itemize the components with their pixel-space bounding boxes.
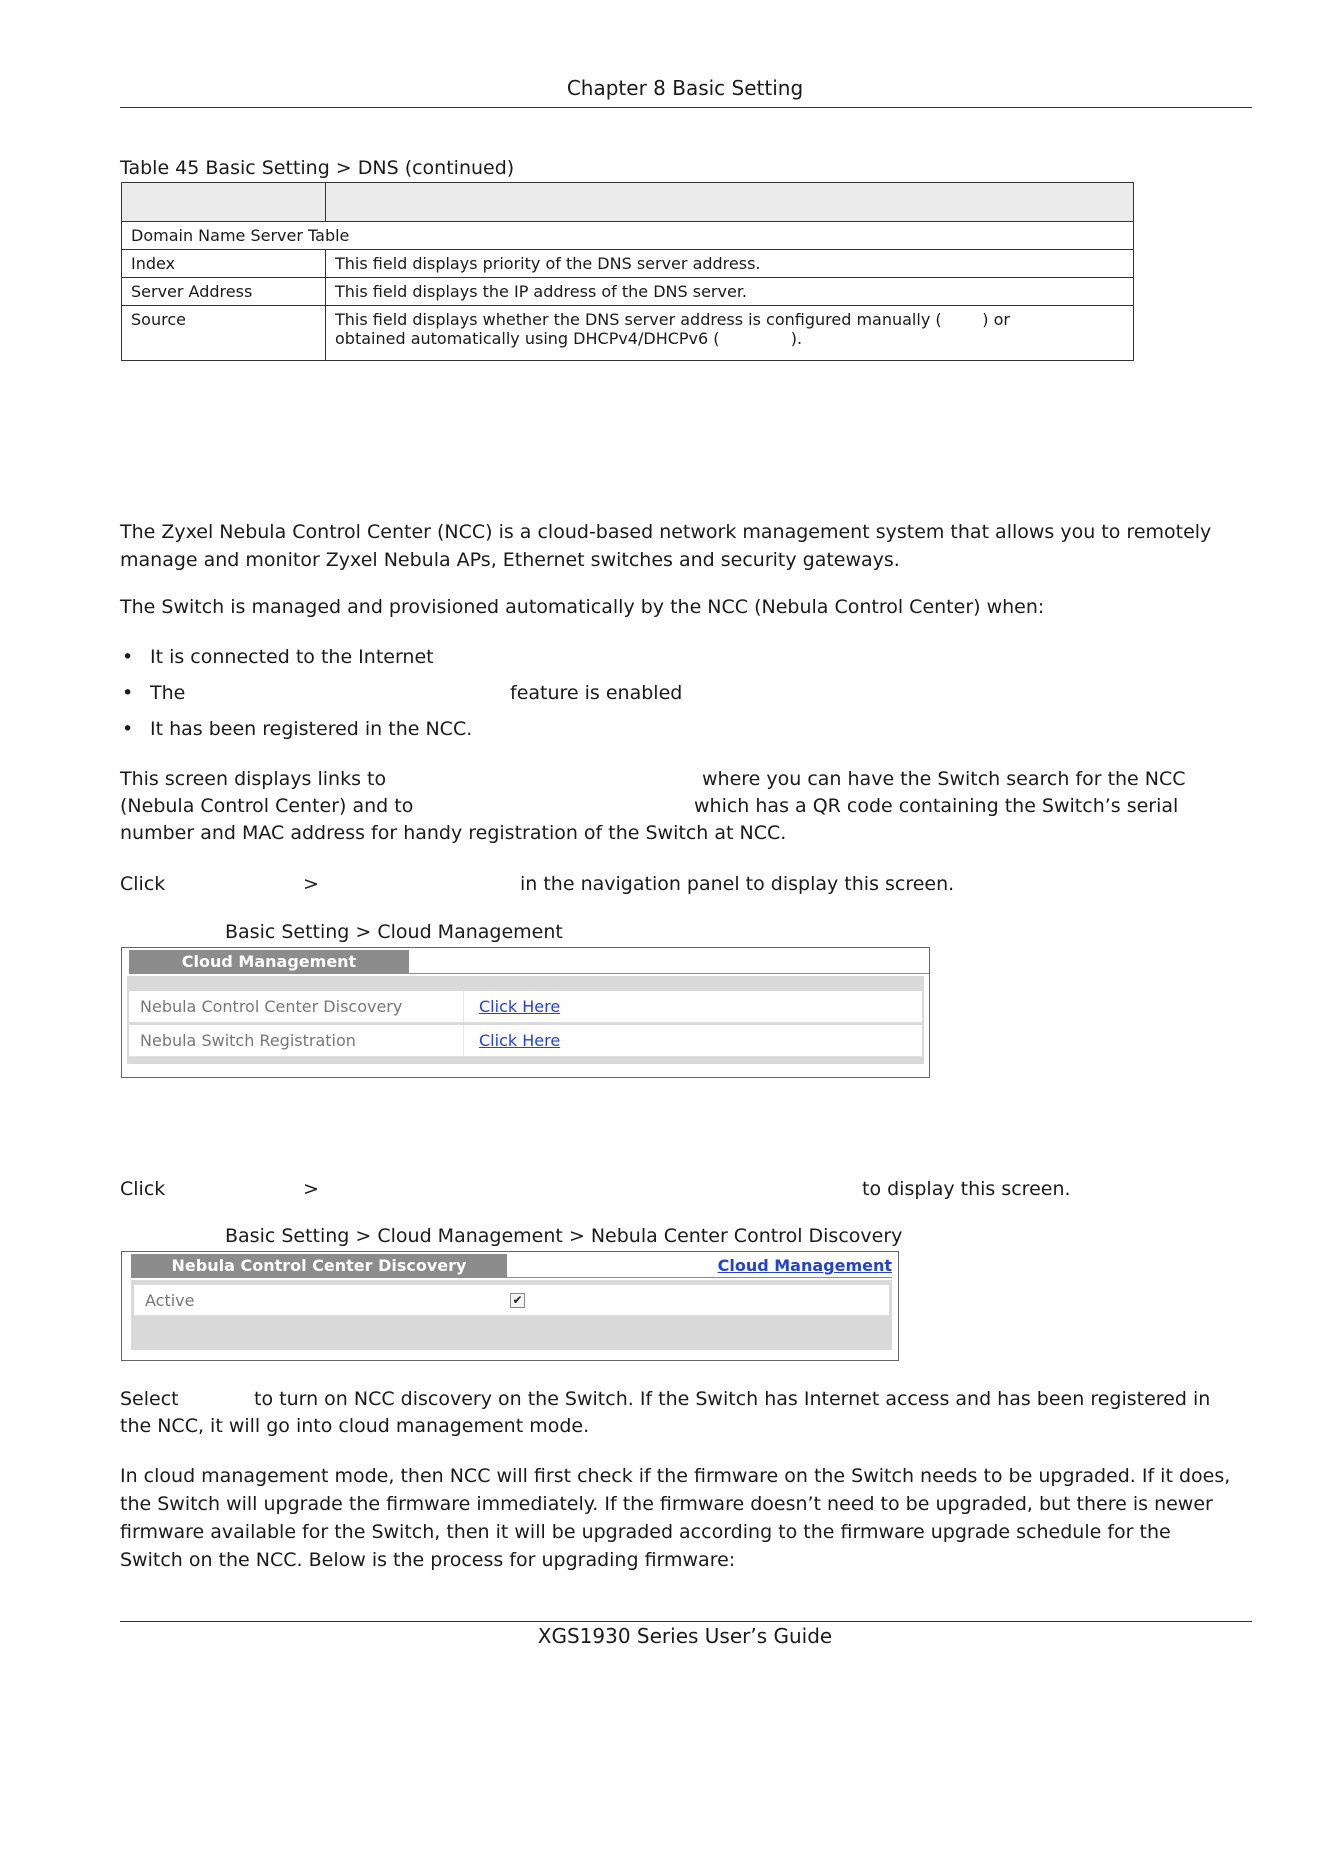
text-fragment: (Nebula Control Center) and to — [120, 795, 414, 817]
row-label: Nebula Switch Registration — [140, 1031, 356, 1050]
text-fragment: Click — [120, 1178, 166, 1200]
text-line: firmware available for the Switch, then it will be upgraded according to the firmware upgrade schedule for the — [120, 1521, 1171, 1543]
tab-cloud-management[interactable]: Cloud Management — [129, 950, 409, 973]
figure-caption: Basic Setting > Cloud Management — [225, 921, 563, 943]
cloud-management-back-link[interactable]: Cloud Management — [717, 1256, 892, 1275]
dns-table — [121, 182, 1134, 361]
ncc-discovery-panel — [121, 1251, 899, 1361]
tab-underline — [131, 1277, 892, 1278]
table-caption: Table 45 Basic Setting > DNS (continued) — [120, 157, 515, 179]
row-label: Index — [122, 250, 326, 278]
text-fragment: which has a QR code containing the Switch’s serial — [694, 795, 1179, 817]
ncc-discovery-link[interactable]: Click Here — [479, 997, 561, 1016]
tab-ncc-discovery[interactable]: Nebula Control Center Discovery — [131, 1254, 507, 1277]
bullet-text-suffix: feature is enabled — [510, 682, 683, 704]
text-fragment: to turn on NCC discovery on the Switch. If the Switch has Internet access and has been registered in — [254, 1388, 1211, 1410]
section2-instruction — [120, 1175, 1220, 1205]
intro-paragraph-1 — [120, 518, 1211, 574]
text-fragment: number and MAC address for handy registration of the Switch at NCC. — [120, 822, 787, 844]
tab-underline — [129, 973, 929, 974]
text-line: The Zyxel Nebula Control Center (NCC) is a cloud-based network management system that allows you to remotely — [120, 521, 1212, 543]
setting-row-active — [134, 1285, 889, 1316]
row-label: Active — [145, 1291, 195, 1310]
table-row — [122, 250, 1134, 278]
setting-row-ncc-discovery — [129, 991, 922, 1023]
row-description-line: obtained automatically using DHCPv4/DHCPv6 ( ). — [335, 329, 803, 348]
cloud-management-panel — [121, 947, 930, 1078]
bullet-glyph: • — [122, 682, 134, 704]
text-fragment: in the navigation panel to display this screen. — [520, 873, 955, 895]
bullet-text: The — [150, 682, 186, 704]
row-description: This field displays the IP address of the DNS server. — [326, 278, 1134, 306]
active-checkbox[interactable]: ✔ — [510, 1293, 525, 1308]
section-cell: Domain Name Server Table — [122, 222, 1134, 250]
text-fragment: where you can have the Switch search for the NCC — [702, 768, 1186, 790]
bullet-text: It is connected to the Internet — [150, 646, 434, 668]
closing-paragraph-2 — [120, 1462, 1230, 1574]
text-line: the Switch will upgrade the firmware immediately. If the firmware doesn’t need to be upgraded, but there is newer — [120, 1493, 1213, 1515]
table-row — [122, 306, 1134, 361]
text-fragment: > — [303, 1178, 319, 1200]
footer-rule — [120, 1621, 1252, 1622]
switch-registration-link[interactable]: Click Here — [479, 1031, 561, 1050]
chapter-header: Chapter 8 Basic Setting — [566, 76, 804, 100]
intro-paragraph-2: The Switch is managed and provisioned automatically by the NCC (Nebula Control Center) when: — [120, 596, 1045, 618]
tab-bar — [122, 948, 929, 974]
bullet-glyph: • — [122, 646, 134, 668]
table-row — [122, 278, 1134, 306]
row-label: Source — [122, 306, 326, 361]
figure-caption: Basic Setting > Cloud Management > Nebula Center Control Discovery — [225, 1225, 903, 1247]
bullet-text: It has been registered in the NCC. — [150, 718, 473, 740]
bullet-glyph: • — [122, 718, 134, 740]
text-fragment: > — [303, 873, 319, 895]
bullet-item — [122, 682, 822, 704]
bullet-item — [122, 646, 434, 668]
bullet-item — [122, 718, 472, 740]
row-description-line: This field displays whether the DNS server address is configured manually ( ) or — [335, 310, 1010, 329]
row-description — [326, 306, 1134, 361]
header-rule — [120, 107, 1252, 108]
text-fragment: Click — [120, 873, 166, 895]
intro-paragraph-4 — [120, 870, 1220, 900]
column-divider — [463, 991, 464, 1022]
text-line: manage and monitor Zyxel Nebula APs, Ethernet switches and security gateways. — [120, 549, 900, 571]
column-divider — [463, 1025, 464, 1056]
tab-bar — [122, 1252, 898, 1278]
text-fragment: Select — [120, 1388, 179, 1410]
footer-guide: XGS1930 Series User’s Guide — [537, 1624, 833, 1648]
table-section-row — [122, 222, 1134, 250]
row-label: Nebula Control Center Discovery — [140, 997, 403, 1016]
text-fragment: to display this screen. — [862, 1178, 1071, 1200]
text-fragment: the NCC, it will go into cloud management mode. — [120, 1415, 590, 1437]
text-line: In cloud management mode, then NCC will first check if the firmware on the Switch needs to be upgraded. If it does, — [120, 1465, 1231, 1487]
closing-paragraph-1 — [120, 1385, 1252, 1445]
text-line: Switch on the NCC. Below is the process for upgrading firmware: — [120, 1549, 736, 1571]
setting-row-switch-registration — [129, 1025, 922, 1057]
intro-paragraph-3 — [120, 765, 1252, 855]
text-fragment: This screen displays links to — [120, 768, 387, 790]
row-label: Server Address — [122, 278, 326, 306]
row-description: This field displays priority of the DNS server address. — [326, 250, 1134, 278]
table-header-row — [122, 183, 1134, 222]
